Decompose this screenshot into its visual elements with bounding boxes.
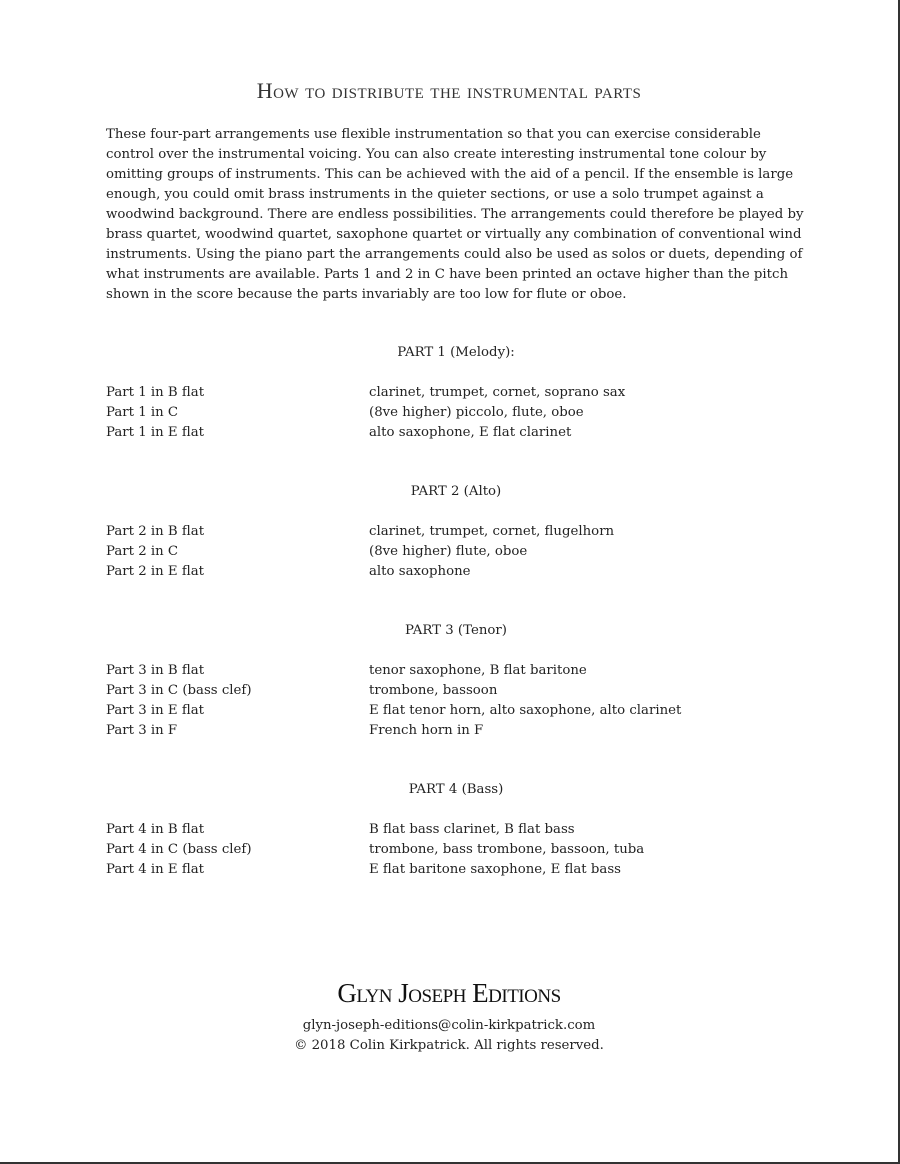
section-heading: PART 3 (Tenor) <box>405 623 507 638</box>
intro-paragraph: These four-part arrangements use flexible instrumentation so that you can exercise considerable control over the instrumental voicing. You can also create interesting instrumental tone colour by omitting groups of instruments. This can be achieved with the aid of a pencil. If the ensemble is large enough, you could omit brass instruments in the quieter sections, or use a solo trumpet against a woodwind background. There are endless possibilities. The arrangements could therefore be played by brass quartet, woodwind quartet, saxophone quartet or virtually any combination of conventional wind instruments. Using the piano part the arrangements could also be used as solos or duets, depending of what instruments are available. Parts 1 and 2 in C have been printed an octave higher than the pitch shown in the score because the parts invariably are too low for flute or oboe. <box>106 127 804 302</box>
part-row <box>106 701 806 721</box>
part-row <box>106 542 806 562</box>
part-row <box>106 721 806 741</box>
part-row <box>106 423 806 443</box>
instrument-list: E flat baritone saxophone, E flat bass <box>369 862 621 877</box>
part-label: Part 1 in C <box>106 405 179 420</box>
instrument-list: tenor saxophone, B flat baritone <box>369 663 587 678</box>
copyright-notice: © 2018 Colin Kirkpatrick. All rights reserved. <box>294 1038 604 1053</box>
instrument-list: B flat bass clarinet, B flat bass <box>369 822 575 837</box>
instrument-list: trombone, bass trombone, bassoon, tuba <box>369 842 645 857</box>
part-label: Part 4 in C (bass clef) <box>106 842 252 857</box>
part-2-section <box>106 482 806 582</box>
part-label: Part 3 in B flat <box>106 663 205 678</box>
part-4-section <box>106 780 806 880</box>
part-label: Part 4 in B flat <box>106 822 205 837</box>
part-1-section <box>106 343 806 443</box>
part-label: Part 3 in E flat <box>106 703 205 718</box>
instrument-list: clarinet, trumpet, cornet, soprano sax <box>369 385 626 400</box>
section-heading: PART 1 (Melody): <box>397 345 515 360</box>
part-row <box>106 562 806 582</box>
instrument-list: alto saxophone, E flat clarinet <box>369 425 572 440</box>
section-heading: PART 2 (Alto) <box>410 484 502 499</box>
part-row <box>106 860 806 880</box>
contact-email[interactable]: glyn-joseph-editions@colin-kirkpatrick.com <box>302 1018 596 1033</box>
instrument-list: trombone, bassoon <box>369 683 498 698</box>
part-label: Part 1 in B flat <box>106 385 205 400</box>
part-3-section <box>106 621 806 741</box>
contact-block <box>0 1016 898 1056</box>
instrument-list: clarinet, trumpet, cornet, flugelhorn <box>369 524 615 539</box>
part-row <box>106 820 806 840</box>
part-label: Part 3 in F <box>106 723 178 738</box>
part-row <box>106 403 806 423</box>
part-label: Part 4 in E flat <box>106 862 205 877</box>
part-row <box>106 840 806 860</box>
part-row <box>106 661 806 681</box>
part-label: Part 2 in C <box>106 544 179 559</box>
instrument-list: French horn in F <box>369 723 484 738</box>
instrument-list: alto saxophone <box>369 564 471 579</box>
part-row <box>106 383 806 403</box>
part-row <box>106 681 806 701</box>
part-label: Part 2 in B flat <box>106 524 205 539</box>
part-label: Part 2 in E flat <box>106 564 205 579</box>
instrument-list: E flat tenor horn, alto saxophone, alto clarinet <box>369 703 682 718</box>
page-title: How to distribute the instrumental parts <box>256 78 642 103</box>
instrument-list: (8ve higher) flute, oboe <box>369 544 528 559</box>
part-label: Part 3 in C (bass clef) <box>106 683 252 698</box>
section-heading: PART 4 (Bass) <box>408 782 504 797</box>
part-row <box>106 522 806 542</box>
publisher-logo: Glyn Joseph Editions <box>337 978 561 1008</box>
part-label: Part 1 in E flat <box>106 425 205 440</box>
instrument-list: (8ve higher) piccolo, flute, oboe <box>369 405 584 420</box>
